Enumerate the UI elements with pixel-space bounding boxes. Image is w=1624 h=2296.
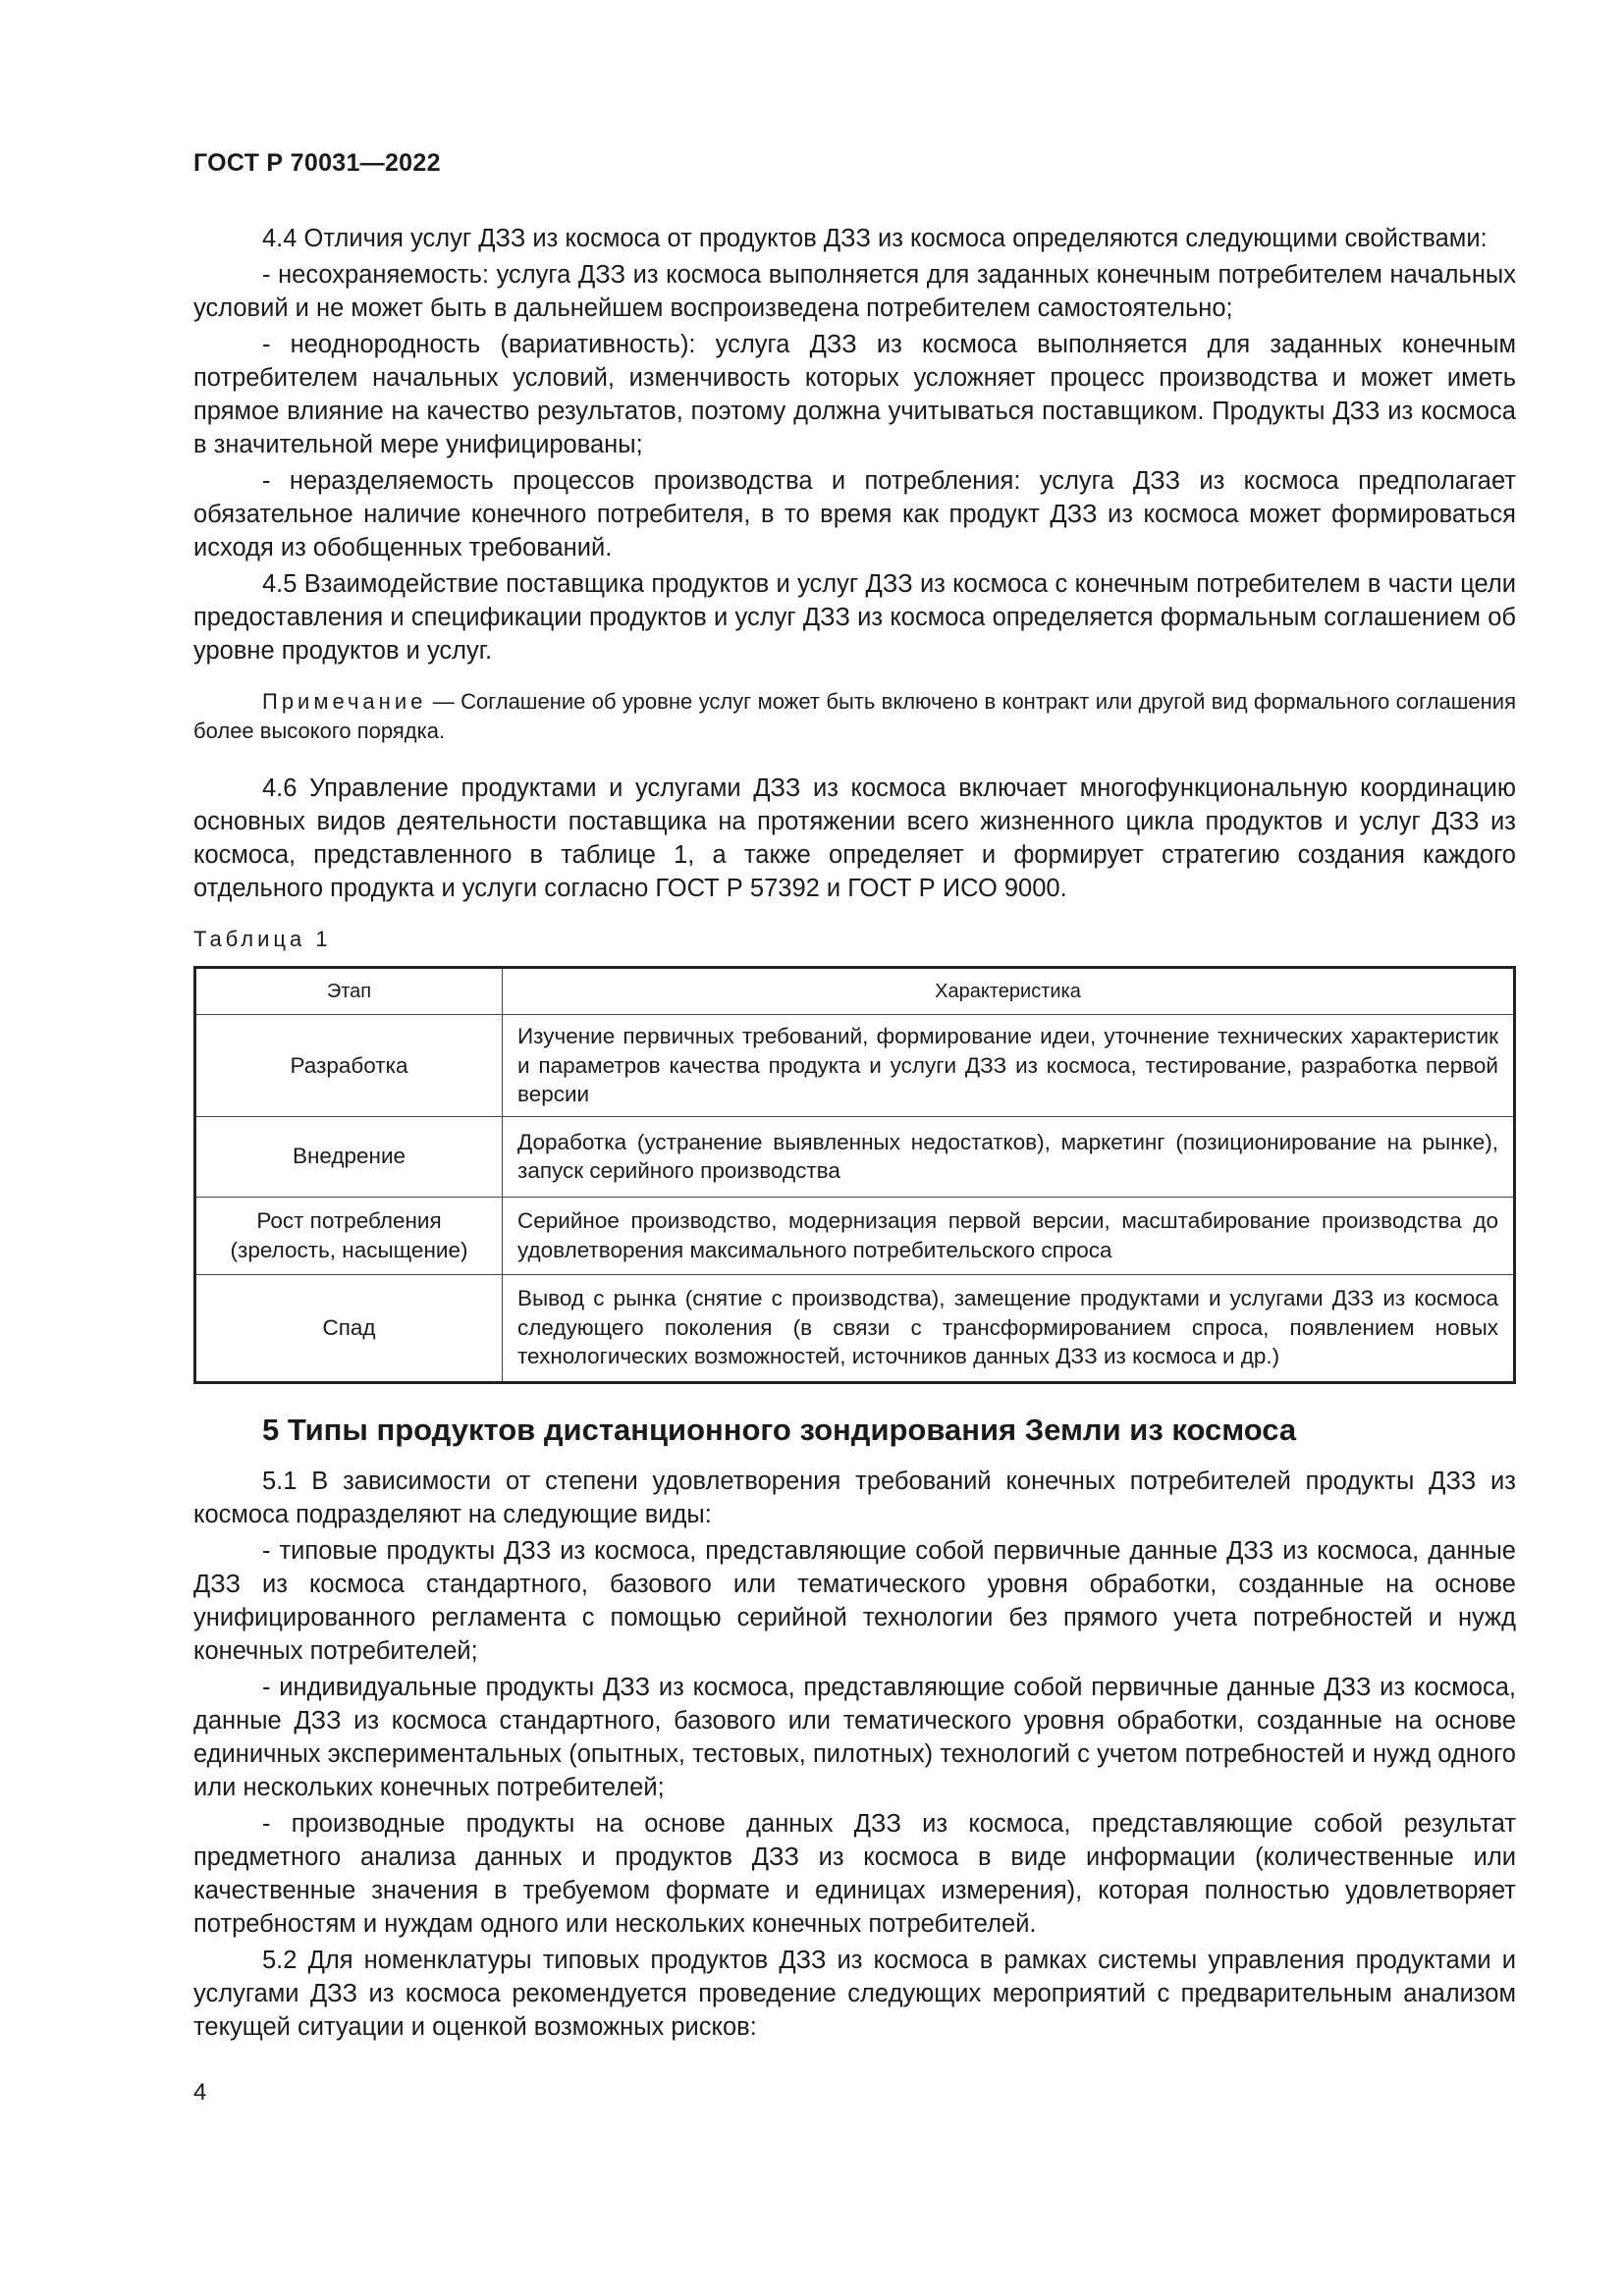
table-header-characteristic: Характеристика bbox=[503, 968, 1515, 1015]
table-row bbox=[195, 1015, 1515, 1117]
paragraph-4-6: 4.6 Управление продуктами и услугами ДЗЗ из космоса включает многофункциональную координацию основных видов деятельности поставщика на протяжении всего жизненного цикла продуктов и услуг ДЗЗ из космоса, представленного в таблице 1, а также определяет и формирует стратегию создания каждого отдельного продукта и услуги согласно ГОСТ Р 57392 и ГОСТ Р ИСО 9000. bbox=[193, 774, 1516, 902]
list-item: - неразделяемость процессов производства и потребления: услуга ДЗЗ из космоса предполагает обязательное наличие конечного потребителя, в то время как продукт ДЗЗ из космоса может формироваться исходя из обобщенных требований. bbox=[193, 467, 1516, 561]
list-item: - неоднородность (вариативность): услуга ДЗЗ из космоса выполняется для заданных конечным потребителем начальных условий, изменчивость которых усложняет процесс производства и может иметь прямое влияние на качество результатов, поэтому должна учитываться поставщиком. Продукты ДЗЗ из космоса в значительной мере унифицированы; bbox=[193, 331, 1516, 458]
table-cell-stage: Спад bbox=[195, 1274, 503, 1382]
table-cell-stage: Рост потребления (зрелость, насыщение) bbox=[195, 1197, 503, 1274]
lifecycle-table bbox=[193, 966, 1516, 1384]
list-item: - несохраняемость: услуга ДЗЗ из космоса выполняется для заданных конечным потребителем начальных условий и не может быть в дальнейшем воспроизведена потребителем самостоятельно; bbox=[193, 261, 1516, 322]
list-item: - индивидуальные продукты ДЗЗ из космоса, представляющие собой первичные данные ДЗЗ из космоса, данные ДЗЗ из космоса стандартного, базового или тематического уровня обработки, созданные на основе единичных экспериментальных (опытных, тестовых, пилотных) технологий с учетом потребностей и нужд одного или нескольких конечных потребителей; bbox=[193, 1673, 1516, 1801]
table-cell-desc: Изучение первичных требований, формирование идеи, уточнение технических характеристик и параметров качества продукта и услуги ДЗЗ из космоса, тестирование, разработка первой версии bbox=[503, 1015, 1515, 1117]
table-cell-desc: Доработка (устранение выявленных недостатков), маркетинг (позиционирование на рынке), запуск серийного производства bbox=[503, 1116, 1515, 1197]
note-label: Примечание bbox=[262, 689, 427, 714]
table-row bbox=[195, 1274, 1515, 1382]
list-item: - типовые продукты ДЗЗ из космоса, представляющие собой первичные данные ДЗЗ из космоса, данные ДЗЗ из космоса стандартного, базового или тематического уровня обработки, созданные на основе унифицированного регламента с помощью серийной технологии без прямого учета потребностей и нужд конечных потребителей; bbox=[193, 1536, 1516, 1665]
page-number: 4 bbox=[193, 2079, 207, 2106]
paragraph-4-4: 4.4 Отличия услуг ДЗЗ из космоса от продуктов ДЗЗ из космоса определяются следующими свойствами: bbox=[262, 225, 1488, 252]
paragraph-4-5: 4.5 Взаимодействие поставщика продуктов и услуг ДЗЗ из космоса с конечным потребителем в части цели предоставления и спецификации продуктов и услуг ДЗЗ из космоса определяется формальным соглашением об уровне продуктов и услуг. bbox=[193, 570, 1516, 665]
table-cell-desc: Вывод с рынка (снятие с производства), замещение продуктами и услугами ДЗЗ из космоса следующего поколения (в связи с трансформированием спроса, появлением новых технологических возможностей, источников данных ДЗЗ из космоса и др.) bbox=[503, 1274, 1515, 1382]
table-row bbox=[195, 1116, 1515, 1197]
body-text bbox=[193, 222, 1516, 2047]
table-header-row bbox=[195, 968, 1515, 1015]
table-cell-stage: Внедрение bbox=[195, 1116, 503, 1197]
paragraph-5-1: 5.1 В зависимости от степени удовлетворения требований конечных потребителей продукты ДЗЗ из космоса подразделяют на следующие виды: bbox=[193, 1467, 1516, 1528]
section-5-title: 5 Типы продуктов дистанционного зондирования Земли из космоса bbox=[262, 1412, 1297, 1447]
note bbox=[193, 687, 1516, 746]
document-header: ГОСТ Р 70031—2022 bbox=[193, 149, 441, 177]
table-cell-stage: Разработка bbox=[195, 1015, 503, 1117]
table-caption: Таблица 1 bbox=[193, 927, 332, 951]
note-text: — Соглашение об уровне услуг может быть включено в контракт или другой вид формального соглашения более высокого порядка. bbox=[193, 689, 1516, 743]
paragraph-5-2: 5.2 Для номенклатуры типовых продуктов ДЗЗ из космоса в рамках системы управления продуктами и услугами ДЗЗ из космоса рекомендуется проведение следующих мероприятий с предварительным анализом текущей ситуации и оценкой возможных рисков: bbox=[193, 1946, 1516, 2041]
table-row bbox=[195, 1197, 1515, 1274]
table-cell-desc: Серийное производство, модернизация первой версии, масштабирование производства до удовлетворения максимального потребительского спроса bbox=[503, 1197, 1515, 1274]
list-item: - производные продукты на основе данных ДЗЗ из космоса, представляющие собой результат предметного анализа данных и продуктов ДЗЗ из космоса в виде информации (количественные или качественные значения в требуемом формате и единицах измерения), которая полностью удовлетворяет потребностям и нуждам одного или нескольких конечных потребителей. bbox=[193, 1809, 1516, 1938]
table-header-stage: Этап bbox=[195, 968, 503, 1015]
